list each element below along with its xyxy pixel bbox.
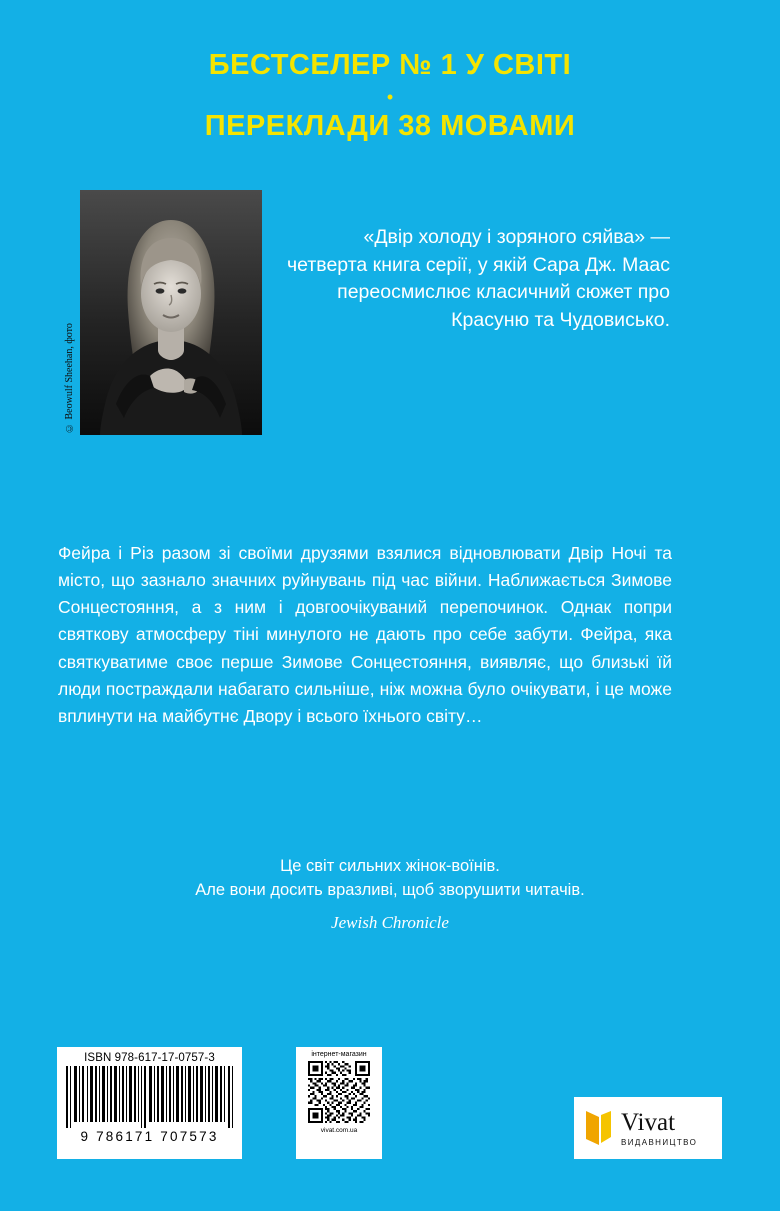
isbn-label: ISBN 978-617-17-0757-3	[84, 1052, 215, 1064]
vivat-logo-icon	[584, 1109, 614, 1147]
review-quote-block	[0, 855, 780, 935]
review-quote-line1: Це світ сильних жінок-воїнів.	[280, 857, 500, 875]
publisher-text-block	[621, 1110, 697, 1147]
review-quote-line2: Але вони досить вразливі, щоб зворушити читачів.	[195, 880, 585, 899]
publisher-logo-box	[574, 1097, 722, 1159]
headline-separator-dot: •	[386, 86, 394, 107]
qr-code-icon[interactable]	[308, 1061, 370, 1123]
qr-url-label: vivat.com.ua	[320, 1127, 358, 1134]
publisher-name: Vivat	[621, 1108, 676, 1136]
qr-code-box[interactable]	[296, 1047, 382, 1159]
publisher-subtitle: ВИДАВНИЦТВО	[621, 1137, 698, 1147]
barcode-icon	[63, 1066, 236, 1128]
review-source: Jewish Chronicle	[331, 912, 449, 932]
isbn-digits: 9 786171 707573	[80, 1129, 219, 1144]
portrait-illustration	[80, 190, 262, 435]
headline-bestseller: БЕСТСЕЛЕР № 1 У СВІТІ	[208, 49, 572, 81]
headline-block	[0, 50, 780, 143]
photo-credit-label: © Beowulf Sheehan, фото	[64, 323, 75, 433]
book-blurb: Фейра і Різ разом зі своїми друзями взялися відновлювати Двір Ночі та місто, що зазнало значних руйнувань під час війни. Наближається Зимове Сонцестояння, а з ним і довгоочікуваний перепочинок. Однак попри святкову атмосферу тіні минулого не дають про себе забути. Фейра, яка святкуватиме своє перше Зимове Сонцестояння, виявляє, що близькі їй люди постраждали набагато сильніше, ніж можна було очікувати, і це може вплинути на майбутнє Двору і всього їхнього світу…	[58, 543, 672, 726]
series-description: «Двір холоду і зоряного сяйва» — четверта книга серії, у якій Сара Дж. Маас переосмислює класичний сюжет про Красуню та Чудовисько.	[287, 226, 670, 332]
qr-title-label: інтернет-магазин	[311, 1051, 367, 1058]
headline-translations: ПЕРЕКЛАДИ 38 МОВАМИ	[204, 110, 576, 143]
author-portrait-photo	[80, 190, 262, 435]
isbn-barcode-box	[57, 1047, 242, 1159]
author-photo-block	[62, 190, 262, 435]
